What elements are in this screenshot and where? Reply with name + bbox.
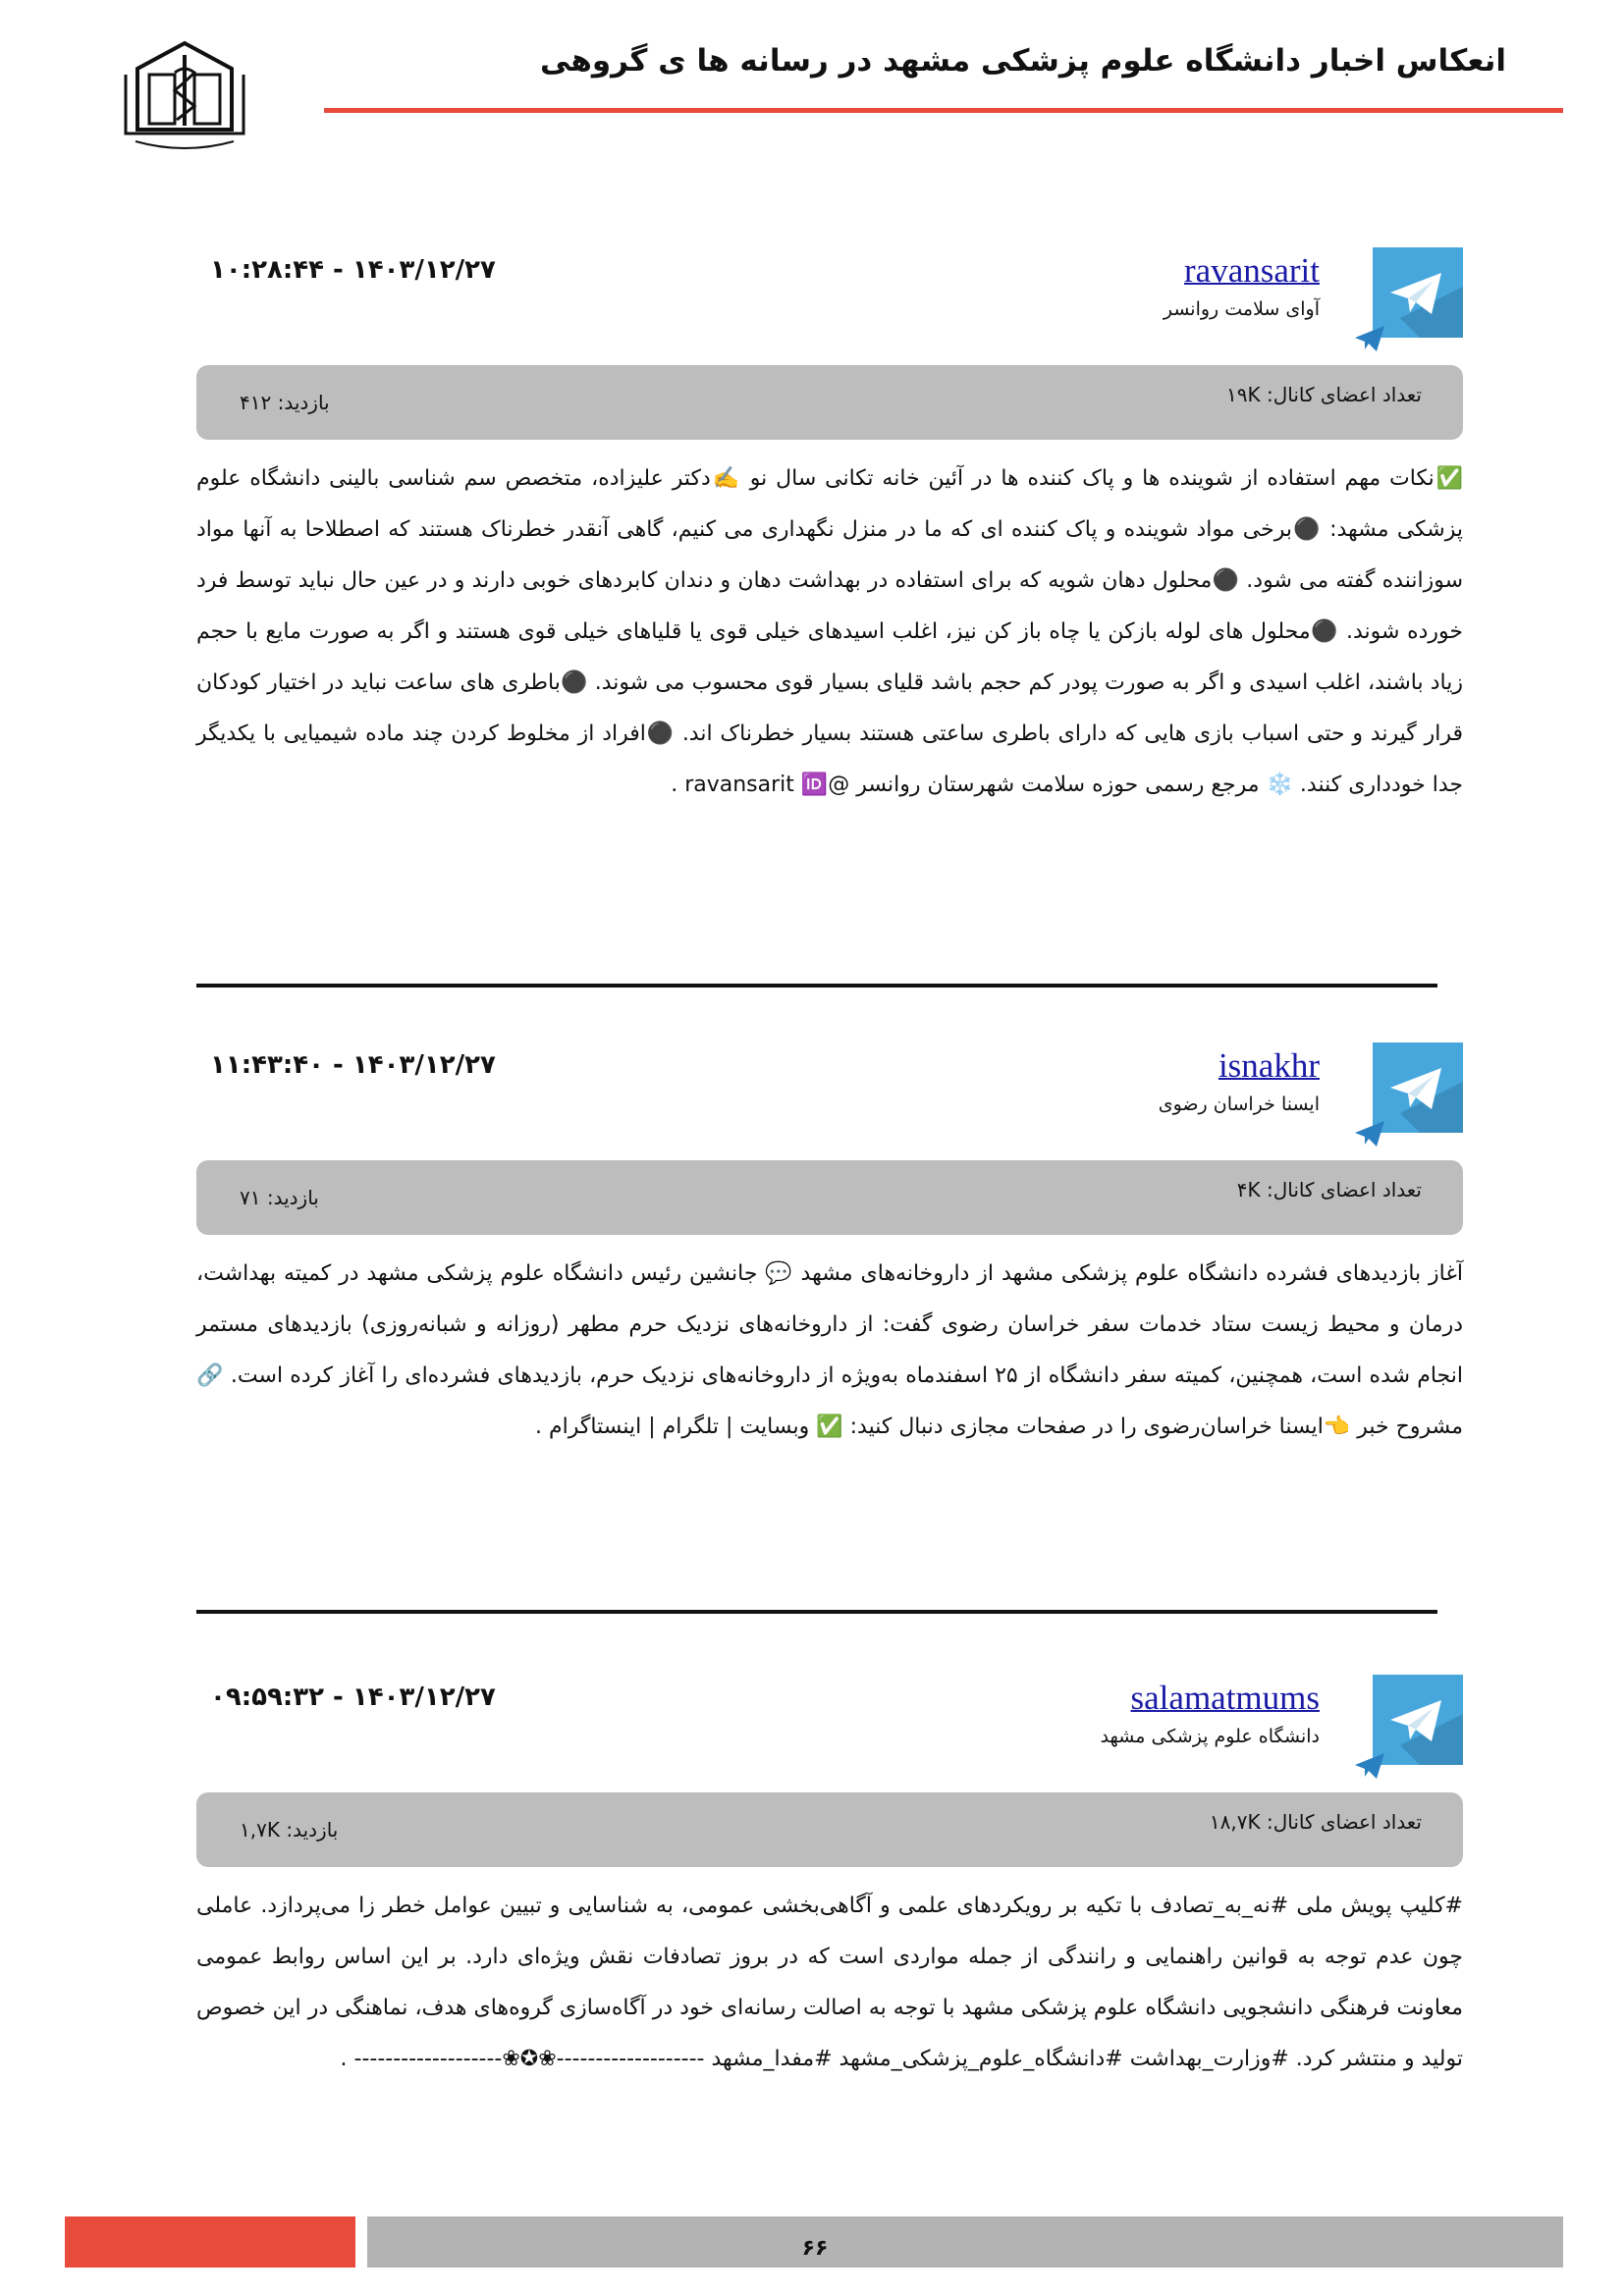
university-logo bbox=[116, 35, 253, 165]
post-datetime: ۱۰:۲۸:۴۴ - ۱۴۰۳/۱۲/۲۷ bbox=[210, 255, 496, 285]
view-count: بازدید: ۱,۷K bbox=[240, 1818, 339, 1842]
post-separator bbox=[196, 1610, 1437, 1614]
channel-link[interactable]: isnakhr bbox=[1218, 1046, 1320, 1085]
channel-link[interactable]: salamatmums bbox=[1130, 1679, 1320, 1717]
channel-link[interactable]: ravansarit bbox=[1184, 251, 1320, 290]
post-datetime: ۰۹:۵۹:۳۲ - ۱۴۰۳/۱۲/۲۷ bbox=[210, 1682, 496, 1712]
post-card bbox=[196, 1042, 1463, 1484]
telegram-icon bbox=[1353, 322, 1386, 355]
post-datetime: ۱۱:۴۳:۴۰ - ۱۴۰۳/۱۲/۲۷ bbox=[210, 1050, 496, 1080]
telegram-icon bbox=[1353, 1117, 1386, 1150]
member-count: تعداد اعضای کانال: ۴K bbox=[1236, 1178, 1422, 1201]
post-card bbox=[196, 1675, 1463, 2146]
channel-name: دانشگاه علوم پزشکی مشهد bbox=[1100, 1726, 1320, 1747]
stats-bar bbox=[196, 365, 1463, 440]
channel-name: آوای سلامت روانسر bbox=[1163, 298, 1320, 320]
page-number: ۶۶ bbox=[801, 2236, 829, 2261]
footer-bar bbox=[367, 2216, 1563, 2268]
channel-name: ایسنا خراسان رضوی bbox=[1158, 1094, 1320, 1115]
post-body: آغاز بازدیدهای فشرده دانشگاه علوم پزشکی مشهد از داروخانه‌های مشهد 💬 جانشین رئیس دانشگاه علوم پزشکی مشهد در کمیته بهداشت، درمان و محیط زیست ستاد خدمات سفر خراسان رضوی گفت: از داروخانه‌های نزدیک حرم مطهر (روزانه و شبانه‌روزی) بازدیدهای مستمر انجام شده است، همچنین، کمیته سفر دانشگاه از ۲۵ اسفندماه به‌ویژه از داروخانه‌های نزدیک حرم، بازدیدهای فشرده‌ای را آغاز کرده است. 🔗 مشروح خبر 👈ایسنا خراسان‌رضوی را در صفحات مجازی دنبال کنید: ✅ وبسایت | تلگرام | اینستاگرام . bbox=[196, 1261, 1463, 1439]
telegram-icon bbox=[1353, 1749, 1386, 1783]
view-count: بازدید: ۴۱۲ bbox=[240, 391, 330, 414]
post-card bbox=[196, 247, 1463, 885]
stats-bar bbox=[196, 1792, 1463, 1867]
post-separator bbox=[196, 984, 1437, 988]
header-rule bbox=[324, 108, 1563, 113]
stats-bar bbox=[196, 1160, 1463, 1235]
member-count: تعداد اعضای کانال: ۱۹K bbox=[1226, 383, 1422, 406]
view-count: بازدید: ۷۱ bbox=[240, 1186, 319, 1209]
post-body: ✅نکات مهم استفاده از شوینده ها و پاک کننده ها در آئین خانه تکانی سال نو ✍️دکتر علیزاده، متخصص سم شناسی بالینی دانشگاه علوم پزشکی مشهد: ⚫️برخی مواد شوینده و پاک کننده ای که ما در منزل نگهداری می کنیم، گاهی آنقدر خطرناک هستند که اصطلاحا به آنها مواد سوزاننده گفته می شود. ⚫️محلول دهان شویه که برای استفاده در بهداشت دهان و دندان کابردهای خوبی دارند و در عین حال نباید توسط فرد خورده شوند. ⚫️محلول های لوله بازکن یا چاه باز کن نیز، اغلب اسیدهای خیلی قوی یا قلیاهای خیلی قوی هستند و اگر به صورت مایع با حجم زیاد باشند، اغلب اسیدی و اگر به صورت پودر کم حجم باشد قلیای بسیار قوی محسوب می شوند. ⚫️باطری های ساعت نباید در اختیار کودکان قرار گیرند و حتی اسباب بازی هایی که دارای باطری ساعتی هستند بسیار خطرناک اند. ⚫️افراد از مخلوط کردن چند ماده شیمیایی با یکدیگر جدا خودداری کنند. ❄️ مرجع رسمی حوزه سلامت شهرستان روانسر @ravansarit 🆔 . bbox=[196, 466, 1463, 797]
document-title: انعکاس اخبار دانشگاه علوم پزشکی مشهد در رسانه ها ی گروهی bbox=[540, 43, 1506, 79]
footer-accent-bar bbox=[65, 2216, 355, 2268]
member-count: تعداد اعضای کانال: ۱۸,۷K bbox=[1209, 1810, 1422, 1834]
post-body: #کلیپ پویش ملی #نه_به_تصادف با تکیه بر رویکردهای علمی و آگاهی‌بخشی عمومی، به شناسایی و تبیین عوامل خطر زا می‌پردازد. عاملی چون عدم توجه به قوانین راهنمایی و رانندگی از جمله مواردی است که در بروز تصادفات نقش ویژه‌ای دارد. بر این اساس روابط عمومی معاونت فرهنگی دانشجویی دانشگاه علوم پزشکی مشهد با توجه به اصالت رسانه‌ای خود در آگاه‌سازی گروه‌های هدف، نماهنگی در این خصوص تولید و منتشر کرد. #وزارت_بهداشت #دانشگاه_علوم_پزشکی_مشهد #مفدا_مشهد ‐‐‐‐‐‐‐‐‐‐‐‐‐‐‐‐‐‐‐❀✪❀‐‐‐‐‐‐‐‐‐‐‐‐‐‐‐‐‐‐‐ . bbox=[196, 1894, 1463, 2071]
